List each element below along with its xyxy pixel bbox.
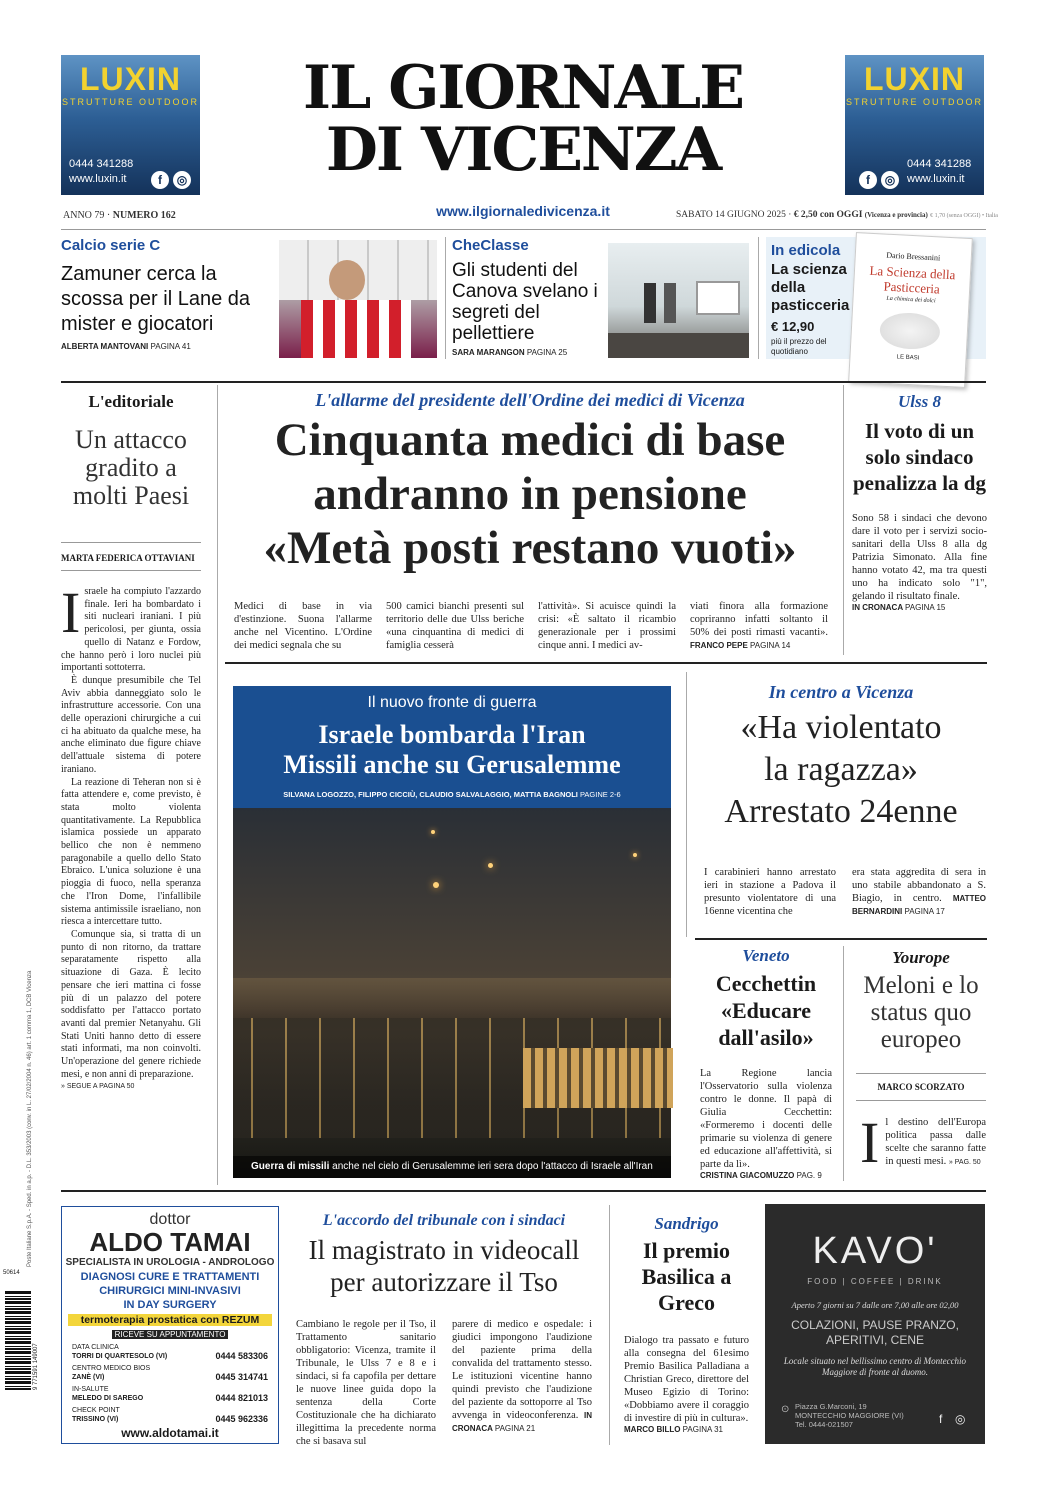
- divider: [445, 237, 446, 359]
- kavo-hours: Aperto 7 giorni su 7 dalle ore 7,00 alle ore 02,00: [791, 1300, 959, 1310]
- vicenza-title: [695, 707, 987, 833]
- edicola-kicker: In edicola: [771, 242, 841, 259]
- editoriale-kicker: L'editoriale: [88, 392, 174, 411]
- ulss-ref: IN CRONACA PAGINA 15: [852, 603, 946, 612]
- kavo-ad[interactable]: [765, 1204, 985, 1444]
- tso-article[interactable]: [295, 1212, 593, 1298]
- veneto-text: La Regione lancia l'Osservatorio sulla violenza contro le donne. Il papà di Giulia Cecchettin: «Formeremo i docenti delle primarie su violenza di genere ed educazione all'affettività, si parte da lì».: [700, 1068, 832, 1170]
- iran-title-line1: Israele bombarda l'Iran: [318, 720, 586, 749]
- masthead-title: [230, 53, 816, 185]
- divider: [61, 1190, 986, 1192]
- tso-kicker: L'accordo del tribunale con i sindaci: [322, 1212, 566, 1229]
- book-title: La Scienza della Pasticceria: [869, 262, 956, 297]
- lead-kicker: L'allarme del presidente dell'Ordine dei medici di Vicenza: [315, 390, 745, 410]
- kavo-logo: KAVO': [812, 1230, 938, 1272]
- lit-building: [523, 1048, 673, 1108]
- dropcap: I: [860, 1110, 880, 1175]
- divider: [609, 1205, 610, 1445]
- lead-col4: viati finora alla formazione copriranno infatti soltanto il 50% dei posti rimasti vacanti». FRANCO PEPE PAGINA 14: [690, 601, 828, 650]
- ulss-text: Sono 58 i sindaci che devono dare il voto per i servizi socio-sanitari della Ulss 8 alla dg Patrizia Simonato. Alla fine hanno votato 42, ma tra questi uno ha indicato solo "1", gelando il risultato finale.: [852, 513, 987, 602]
- checlasse-photo: [608, 243, 749, 358]
- missile-light: [431, 830, 435, 834]
- iran-feature[interactable]: [233, 686, 671, 1178]
- website-link[interactable]: www.ilgiornaledivicenza.it: [436, 203, 610, 219]
- sandrigo-text: Dialogo tra passato e futuro alla consegna del 61esimo Premio Basilica Palladiana a Christian Greco, direttore del Museo Egizio di Torino: «Dobbiamo avere il coraggio di investire di più in cultura».: [624, 1335, 749, 1424]
- lead-col3: l'attività». Si acuisce quindi la crisi: «È saltato il ricambio generazionale per i prossimi cinque anni. I medici av-: [538, 601, 676, 651]
- divider: [686, 672, 687, 937]
- anno: ANNO 79: [63, 210, 105, 221]
- tamai-services: DIAGNOSI CURE E TRATTAMENTI CHIRURGICI MINI-INVASIVI IN DAY SURGERY: [80, 1271, 260, 1311]
- vicenza-col1: I carabinieri hanno arrestato ieri in stazione a Padova il presunto violentatore di una 16enne vicentina che: [704, 867, 836, 917]
- tso-title-line1: Il magistrato in videocall: [308, 1235, 580, 1265]
- tamai-locations: [72, 1343, 268, 1424]
- divider: [225, 662, 987, 664]
- iran-authors: SILVANA LOGOZZO, FILIPPO CICCIÙ, CLAUDIO SALVALAGGIO, MATTIA BAGNOLI PAGINE 2-6: [283, 790, 621, 799]
- tso-title: [295, 1234, 593, 1298]
- editoriale[interactable]: [61, 392, 201, 510]
- editoriale-p2: È dunque presumibile che Tel Aviv abbia danneggiato solo le infrastrutture accessorie. Con una delle operazioni chirurgiche a cui ci ha abituato da qualche mese, ha anche eliminato due figure chiave dell'attuale sistema di potere iraniano.: [61, 674, 201, 775]
- edicola-price: € 12,90: [771, 319, 815, 334]
- lead-byline: FRANCO PEPE PAGINA 14: [690, 641, 791, 650]
- divider: [856, 1100, 986, 1101]
- tamai-location: CHECK POINT TRISSINO (VI) 0445 962336: [72, 1407, 268, 1424]
- lead-col1: Medici di base in via d'estinzione. Suona l'allarme anche nel Vicentino. L'Ordine dei medici segnala che su: [234, 601, 372, 651]
- divider: [695, 938, 987, 940]
- missile-light: [433, 882, 439, 888]
- tso-col2: parere di medico e ospedale: i giudici impongono l'audizione del paziente prima della convalida del trattamento stesso. Le istituzioni vicentine hanno quindi previsto che l'audizione del paziente da sottoporre al Tso avvenga in videoconferenza. IN CRONACA PAGINA 21: [452, 1319, 593, 1433]
- edicola-note: più il prezzo del quotidiano: [771, 337, 827, 356]
- iran-title: [233, 720, 671, 780]
- kavo-location-note: Locale situato nel bellissimo centro di Montecchio Maggiore di fronte al duomo.: [783, 1356, 967, 1377]
- yourope-kicker: Yourope: [892, 948, 950, 967]
- yourope-title: Meloni e lo status quo europeo: [863, 972, 979, 1053]
- luxin-phone: 0444 341288: [907, 158, 972, 170]
- vicenza-kicker: In centro a Vicenza: [768, 682, 914, 702]
- instagram-icon: ◎: [881, 171, 899, 189]
- calcio-teaser[interactable]: [61, 237, 273, 351]
- location-pin-icon: ⊙: [781, 1404, 790, 1415]
- screen: [696, 281, 740, 315]
- calcio-kicker: Calcio serie C: [61, 237, 161, 254]
- yourope-author: MARCO SCORZATO: [877, 1082, 965, 1092]
- yourope-continue[interactable]: » PAG. 50: [948, 1159, 981, 1166]
- lead-title: [225, 413, 835, 575]
- student: [644, 283, 656, 323]
- lead-col2: 500 camici bianchi presenti sul territorio delle due Ulss beriche «una cinquantina di medici di famiglia cesserà: [386, 601, 524, 651]
- luxin-web: www.luxin.it: [69, 173, 127, 185]
- missile-light: [633, 853, 637, 857]
- student: [664, 283, 676, 323]
- veneto-byline: CRISTINA GIACOMUZZO PAG. 9: [700, 1171, 822, 1180]
- lead-title-line2: andranno in pensione: [313, 468, 747, 520]
- tamai-name: ALDO TAMAI: [89, 1227, 251, 1257]
- kavo-services: COLAZIONI, PAUSE PRANZO, APERITIVI, CENE: [791, 1318, 959, 1347]
- city-horizon: [233, 978, 671, 1018]
- edicola-box[interactable]: [766, 237, 986, 387]
- editoriale-p1: sraele ha compiuto l'azzardo finale. Ieri ha bombardato i siti nucleari iraniani. I più pericolosi, per giunta, ossia quello di Natanz e Fordow, che hanno però i loro nuclei più importanti sottoterra.: [61, 586, 201, 674]
- barcode-digits: 9 771591 149007: [33, 1343, 39, 1390]
- editoriale-body: [61, 580, 201, 1094]
- luxin-logo: LUXIN: [864, 61, 965, 97]
- tamai-specialty: SPECIALISTA IN UROLOGIA - ANDROLOGO: [65, 1257, 275, 1268]
- side-legal-anchor: [27, 970, 37, 1268]
- editoriale-continue[interactable]: » SEGUE A PAGINA 50: [61, 1083, 135, 1091]
- tso-title-line2: per autorizzare il Tso: [330, 1267, 558, 1297]
- luxin-web: www.luxin.it: [907, 173, 965, 185]
- audience: [608, 333, 749, 358]
- iran-kicker: Il nuovo fronte di guerra: [367, 694, 537, 711]
- instagram-icon[interactable]: ◎: [955, 1412, 966, 1426]
- calcio-photo: [279, 240, 437, 358]
- divider: [61, 381, 986, 383]
- divider: [61, 570, 201, 571]
- side-legal-text: Poste Italiane S.p.A. - Sped. in a.p. - D.L. 353/2003 (conv. in L. 27/02/2004 n. 46) art. 1 comma 1, DCB Vicenza: [27, 970, 33, 1267]
- luxin-phone: 0444 341288: [69, 158, 134, 170]
- book-label: LE BASI: [896, 354, 920, 362]
- masthead-line1: IL GIORNALE: [303, 53, 743, 123]
- ulss-kicker: Ulss 8: [898, 392, 941, 411]
- dropcap: I: [61, 580, 81, 645]
- veneto-article[interactable]: [700, 946, 832, 1180]
- editoriale-p4: Comunque sia, si tratta di un punto di non ritorno, da trattare separatamente rispetto alla situazione di Gaza. È lecito pensare che ieri mattina ci fosse più di un palazzo del potere soddisfatto per l'attacco portato avanti dal premier Netanyahu. Gli Stati Uniti hanno detto di essere stati informati, ma non coinvolti. Un'operazione del genere richiede mesi, e non anni di preparazione.: [61, 928, 201, 1080]
- checlasse-teaser[interactable]: [452, 237, 602, 357]
- barcode-digits-anchor: [33, 1290, 41, 1390]
- tamai-web[interactable]: www.aldotamai.it: [121, 1426, 219, 1440]
- barcode: [5, 1290, 31, 1390]
- calcio-byline: ALBERTA MANTOVANI PAGINA 41: [61, 342, 191, 351]
- divider: [758, 237, 759, 359]
- tso-col1: Cambiano le regole per il Tso, il Trattamento sanitario obbligatorio: Vicenza, tramite il Tribunale, le Ulss 7 e 8 e i sindaci, si fa capofila per dettare le nuove linee guida dopo la sentenza della Corte Costituzionale che ha dichiarato illegittima la precedente norma che si basava sul: [296, 1319, 436, 1447]
- tamai-location: CENTRO MEDICO BIOS ZANÈ (VI) 0445 314741: [72, 1365, 268, 1382]
- book-author: Dario Bressanini: [886, 250, 941, 263]
- lead-title-line3: «Metà posti restano vuoti»: [263, 522, 797, 574]
- iran-caption: Guerra di missili anche nel cielo di Gerusalemme ieri sera dopo l'attacco di Israele all'Iran: [233, 1156, 671, 1178]
- scarf: [301, 300, 411, 358]
- kavo-tags: FOOD | COFFEE | DRINK: [807, 1277, 943, 1286]
- tamai-location: IN-SALUTE MELEDO DI SAREGO 0444 821013: [72, 1386, 268, 1403]
- divider: [856, 1073, 986, 1074]
- numero: NUMERO 162: [112, 210, 176, 221]
- kavo-address: Piazza G.Marconi, 19 MONTECCHIO MAGGIORE (VI) Tel. 0444-021507: [795, 1402, 904, 1429]
- luxin-ad-left[interactable]: [61, 55, 200, 195]
- price-note: (Vicenza e provincia): [864, 211, 928, 219]
- tamai-location: DATA CLINICA TORRI DI QUARTESOLO (VI) 0444 583306: [72, 1344, 268, 1361]
- sandrigo-title: Il premio Basilica a Greco: [641, 1238, 732, 1315]
- lead-article[interactable]: [225, 390, 835, 575]
- book-subtitle: La chimica dei dolci: [886, 295, 936, 305]
- checlasse-byline: SARA MARANGON PAGINA 25: [452, 348, 568, 357]
- person-head: [329, 260, 365, 300]
- facebook-icon: f: [859, 171, 877, 189]
- missile-light: [488, 863, 493, 868]
- vicenza-title-line3: Arrestato 24enne: [724, 793, 958, 830]
- veneto-kicker: Veneto: [742, 946, 790, 965]
- cake-image: [879, 311, 941, 350]
- facebook-icon[interactable]: f: [939, 1412, 943, 1426]
- instagram-icon: ◎: [173, 171, 191, 189]
- barcode-number: 50614: [3, 1270, 20, 1276]
- sandrigo-kicker: Sandrigo: [654, 1214, 719, 1233]
- calcio-title: Zamuner cerca la scossa per il Lane da mister e giocatori: [61, 263, 251, 335]
- masthead-line2: DI VICENZA: [325, 115, 721, 185]
- price-extra: € 1,70 (senza OGGI) • Italia: [930, 213, 998, 219]
- price: € 2,50 con OGGI: [793, 210, 863, 220]
- checlasse-kicker: CheClasse: [452, 237, 529, 254]
- luxin-tagline: STRUTTURE OUTDOOR: [62, 97, 199, 107]
- book-cover: [848, 232, 973, 388]
- tamai-appointment: RICEVE SU APPUNTAMENTO: [112, 1330, 228, 1339]
- divider: [843, 946, 844, 1181]
- tamai-highlight: termoterapia prostatica con REZUM: [68, 1314, 272, 1326]
- edicola-title: La scienza della pasticceria: [771, 261, 850, 314]
- ulss-article[interactable]: [852, 392, 987, 612]
- editoriale-p3: La reazione di Teheran non si è fatta attendere e, come previsto, è stata molto violenta quantitativamente. La Repubblica islamica possiede un apparato bellico che non è nemmeno paragonabile a quello dello Stato Ebraico. L'unica soluzione è una pioggia di fuoco, nella speranza che l'Iron Dome, l'infallibile sistema antimissile israeliano, non riesca a intercettare tutto.: [61, 776, 201, 928]
- issue-info: ANNO 79 · NUMERO 162: [63, 210, 176, 221]
- divider: [843, 385, 844, 655]
- tamai-ad[interactable]: [61, 1206, 279, 1444]
- veneto-title: Cecchettin «Educare dall'asilo»: [715, 971, 817, 1050]
- yourope-article[interactable]: [856, 948, 986, 1053]
- ulss-title: Il voto di un solo sindaco penalizza la dg: [852, 419, 986, 495]
- luxin-ad-right[interactable]: [845, 55, 984, 195]
- luxin-tagline: STRUTTURE OUTDOOR: [846, 97, 983, 107]
- editoriale-author: MARTA FEDERICA OTTAVIANI: [61, 553, 195, 563]
- vicenza-title-line1: «Ha violentato: [740, 709, 942, 746]
- facebook-icon: f: [151, 171, 169, 189]
- date-price: SABATO 14 GIUGNO 2025 · € 2,50 con OGGI (Vicenza e provincia) € 1,70 (senza OGGI) • Italia: [676, 210, 998, 220]
- iran-title-line2: Missili anche su Gerusalemme: [283, 750, 621, 779]
- vicenza-col2: era stata aggredita di sera in uno stabile abbandonato a S. Biagio, in centro. MATTEO BERNARDINI PAGINA 17: [852, 867, 987, 916]
- yourope-body: I l destino dell'Europa politica passa dalle scelte che saranno fatte in questi mesi. » PAG. 50: [860, 1110, 986, 1175]
- vicenza-title-line2: la ragazza»: [764, 751, 918, 788]
- vicenza-article[interactable]: [695, 682, 987, 833]
- date: SABATO 14 GIUGNO 2025: [676, 210, 786, 220]
- editoriale-title: Un attacco gradito a molti Paesi: [72, 425, 190, 510]
- night-sky-photo: [233, 808, 671, 1178]
- checlasse-title: Gli studenti del Canova svelano i segreti del pellettiere: [452, 260, 598, 344]
- divider: [61, 542, 201, 543]
- tso-ref: IN CRONACA PAGINA 21: [452, 1411, 593, 1433]
- divider: [61, 229, 986, 230]
- tamai-small: dottor: [149, 1211, 191, 1228]
- luxin-logo: LUXIN: [80, 61, 181, 97]
- sandrigo-byline: MARCO BILLO PAGINA 31: [624, 1425, 723, 1434]
- divider: [217, 385, 218, 1185]
- sandrigo-article[interactable]: [624, 1214, 749, 1434]
- lead-title-line1: Cinquanta medici di base: [274, 414, 786, 466]
- vicenza-byline: MATTEO BERNARDINI PAGINA 17: [852, 894, 987, 916]
